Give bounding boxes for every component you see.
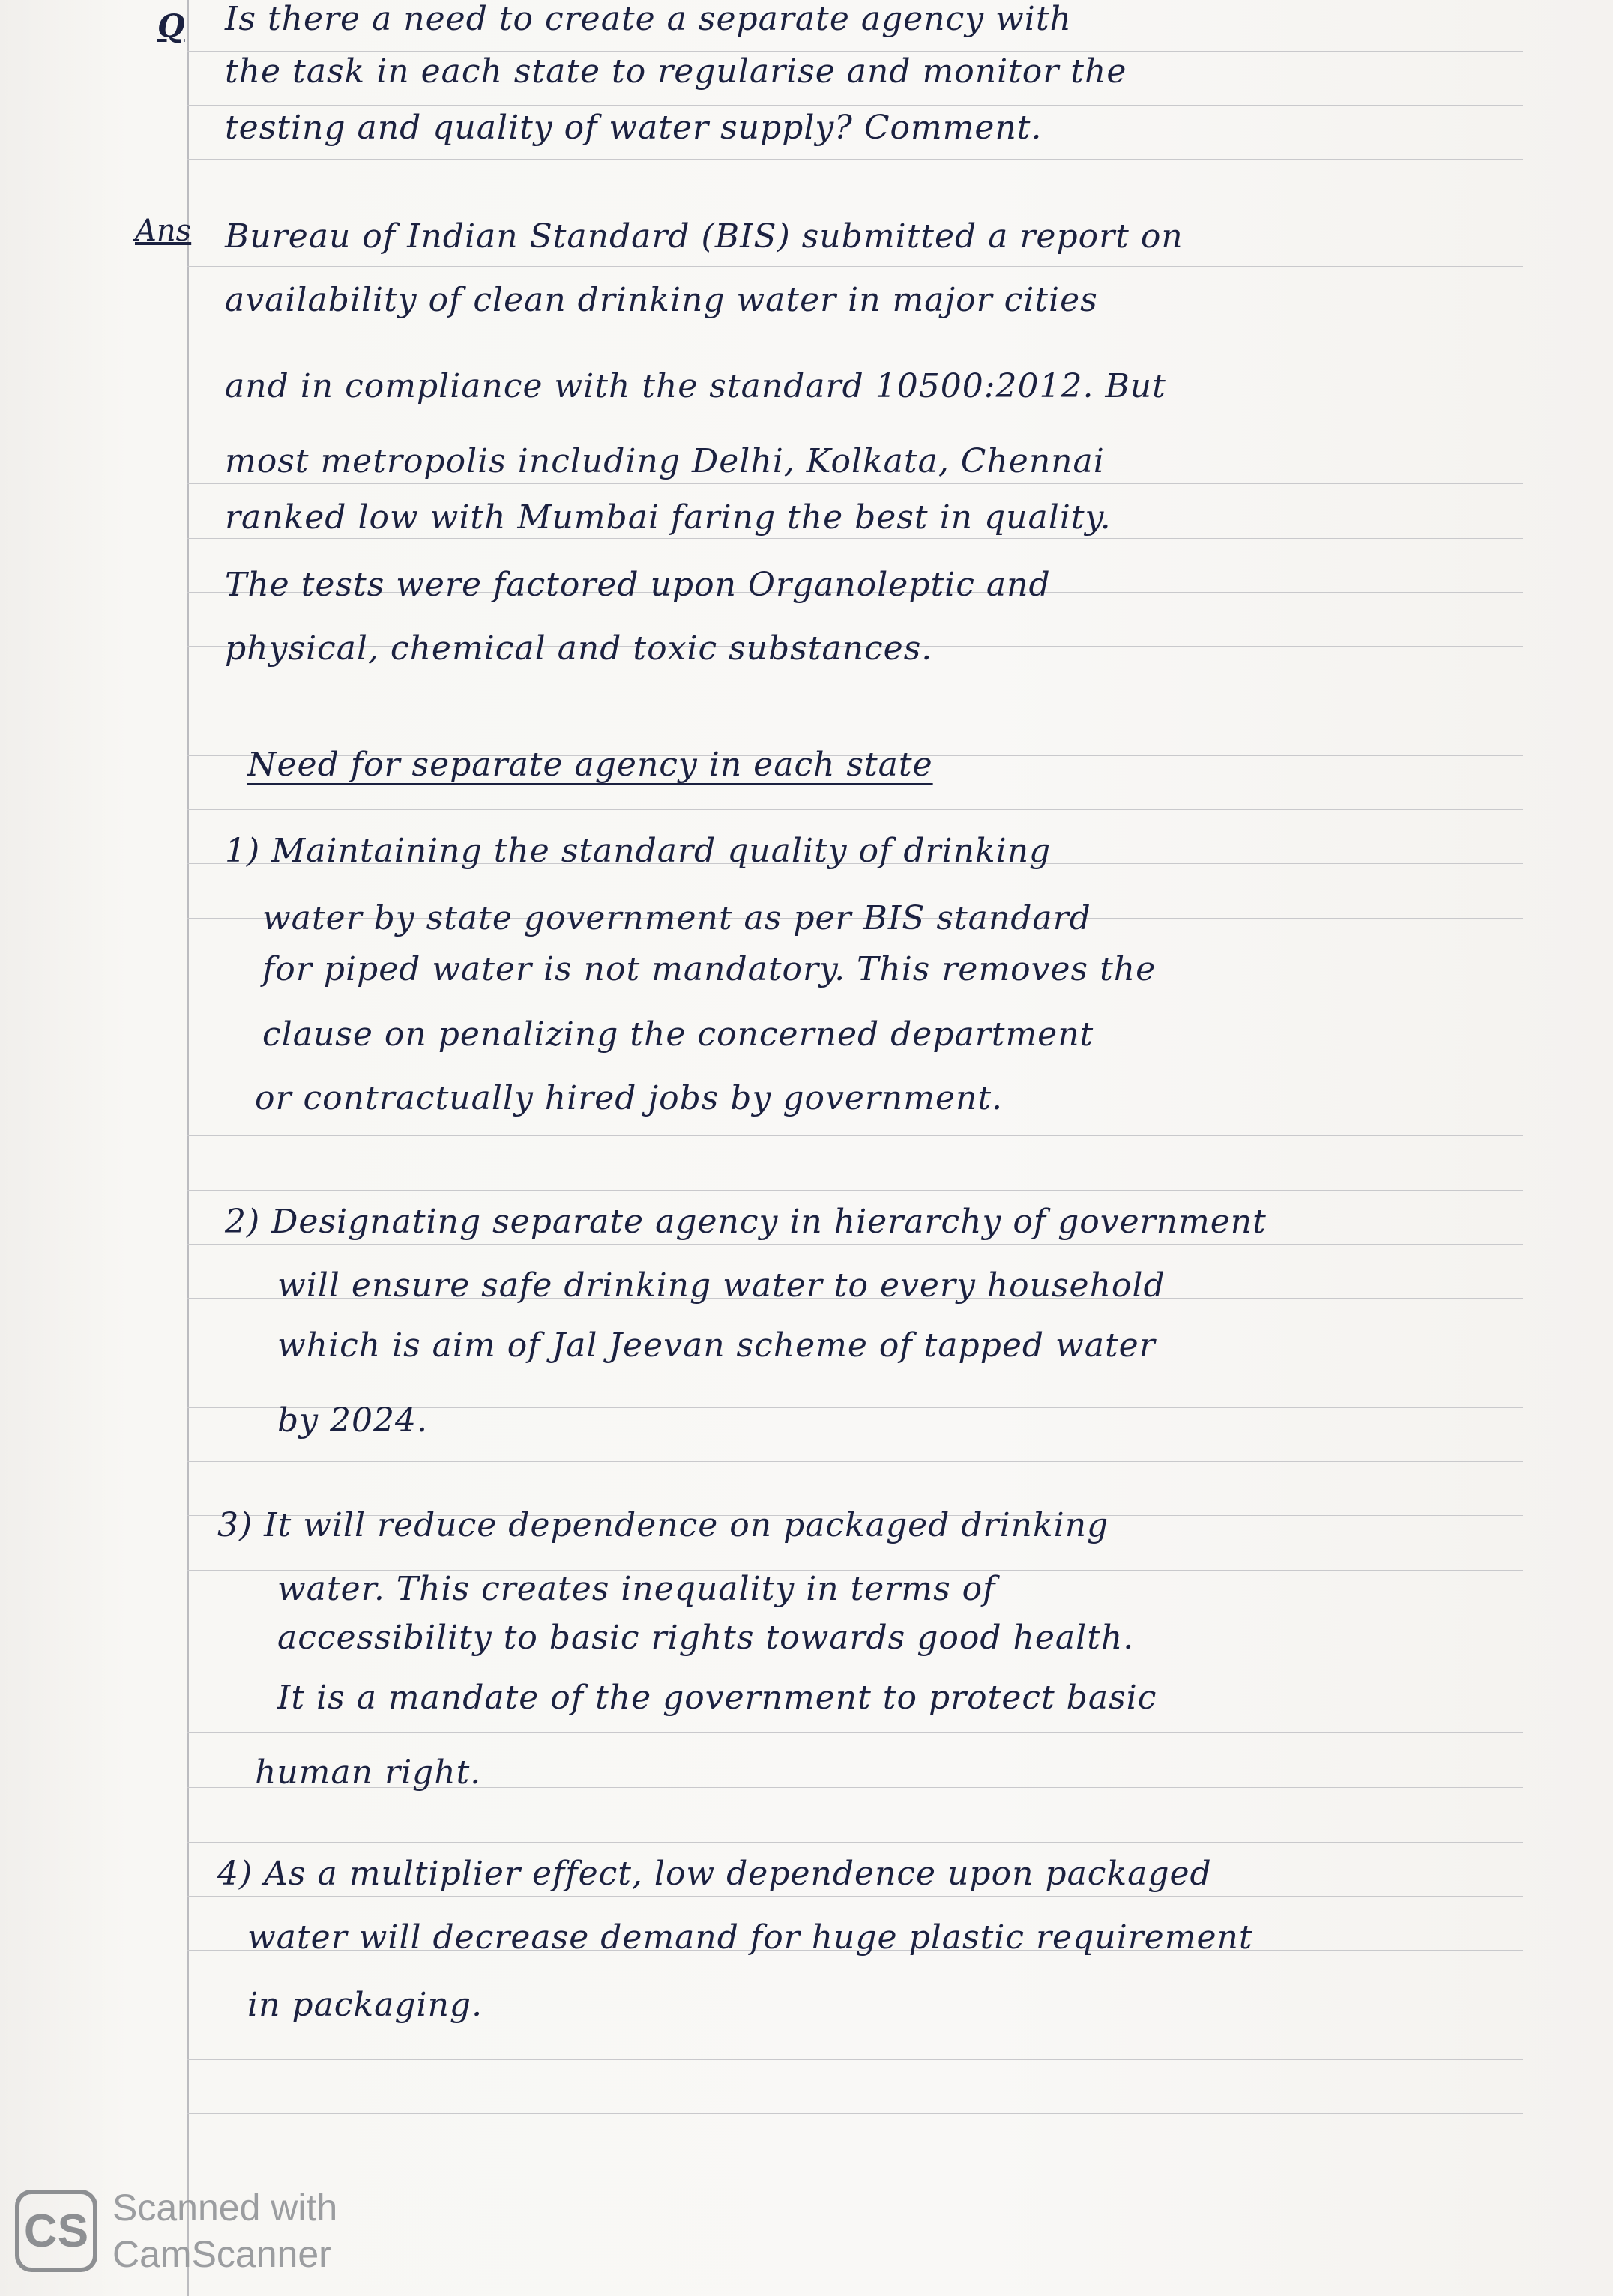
watermark-line-1: Scanned with <box>112 2187 338 2229</box>
ruled-line <box>187 1732 1523 1733</box>
answer-label: Ans <box>135 214 192 248</box>
answer-intro-line: availability of clean drinking water in major cities <box>225 281 1098 319</box>
ruled-line <box>187 1842 1523 1843</box>
question-label: Q <box>157 7 185 44</box>
ruled-line <box>187 483 1523 484</box>
point-line: will ensure safe drinking water to every household <box>277 1266 1166 1305</box>
point-line: which is aim of Jal Jeevan scheme of tapped water <box>277 1326 1156 1365</box>
point-line: human right. <box>255 1753 482 1792</box>
ruled-line <box>187 1135 1523 1136</box>
ruled-line <box>187 159 1523 160</box>
ruled-line <box>187 1461 1523 1462</box>
watermark-line-2: CamScanner <box>112 2233 331 2275</box>
point-line: in packaging. <box>247 1986 483 2024</box>
ruled-line <box>187 266 1523 267</box>
point-line: It is a mandate of the government to protect basic <box>277 1679 1157 1717</box>
point-line: for piped water is not mandatory. This removes the <box>262 950 1157 988</box>
margin-line <box>187 0 189 2296</box>
question-line: Is there a need to create a separate agency with <box>225 0 1072 38</box>
answer-intro-line: and in compliance with the standard 10500:2012. But <box>225 367 1166 405</box>
ruled-line <box>187 51 1523 52</box>
ruled-line <box>187 1244 1523 1245</box>
camscanner-text <box>112 2184 337 2277</box>
point-line: or contractually hired jobs by government. <box>255 1079 1004 1117</box>
camscanner-logo: CS <box>15 2190 97 2272</box>
ruled-line <box>187 1190 1523 1191</box>
point-line: 2) Designating separate agency in hierarchy of government <box>225 1203 1267 1241</box>
camscanner-watermark <box>15 2184 337 2277</box>
ruled-line <box>187 2059 1523 2060</box>
point-line: clause on penalizing the concerned department <box>262 1015 1094 1054</box>
ruled-line <box>187 2113 1523 2114</box>
point-line: 1) Maintaining the standard quality of drinking <box>225 832 1052 870</box>
point-line: water. This creates inequality in terms of <box>277 1570 996 1608</box>
point-line: water by state government as per BIS standard <box>262 899 1091 937</box>
point-line: 4) As a multiplier effect, low dependence upon packaged <box>217 1855 1212 1893</box>
answer-intro-line: most metropolis including Delhi, Kolkata, Chennai <box>225 442 1105 480</box>
ruled-line <box>187 1896 1523 1897</box>
answer-intro-line: ranked low with Mumbai faring the best in quality. <box>225 498 1112 537</box>
question-line: the task in each state to regularise and monitor the <box>225 52 1127 91</box>
answer-intro-line: physical, chemical and toxic substances. <box>225 629 933 668</box>
answer-intro-line: Bureau of Indian Standard (BIS) submitted a report on <box>225 217 1184 256</box>
point-line: by 2024. <box>277 1401 428 1439</box>
question-line: testing and quality of water supply? Comment. <box>225 109 1043 147</box>
point-line: water will decrease demand for huge plastic requirement <box>247 1918 1253 1957</box>
ruled-line <box>187 538 1523 539</box>
point-line: accessibility to basic rights towards good health. <box>277 1619 1135 1657</box>
ruled-line <box>187 105 1523 106</box>
ruled-line <box>187 809 1523 810</box>
section-heading: Need for separate agency in each state <box>247 746 933 784</box>
answer-intro-line: The tests were factored upon Organoleptic and <box>225 566 1051 604</box>
point-line: 3) It will reduce dependence on packaged drinking <box>217 1506 1109 1544</box>
